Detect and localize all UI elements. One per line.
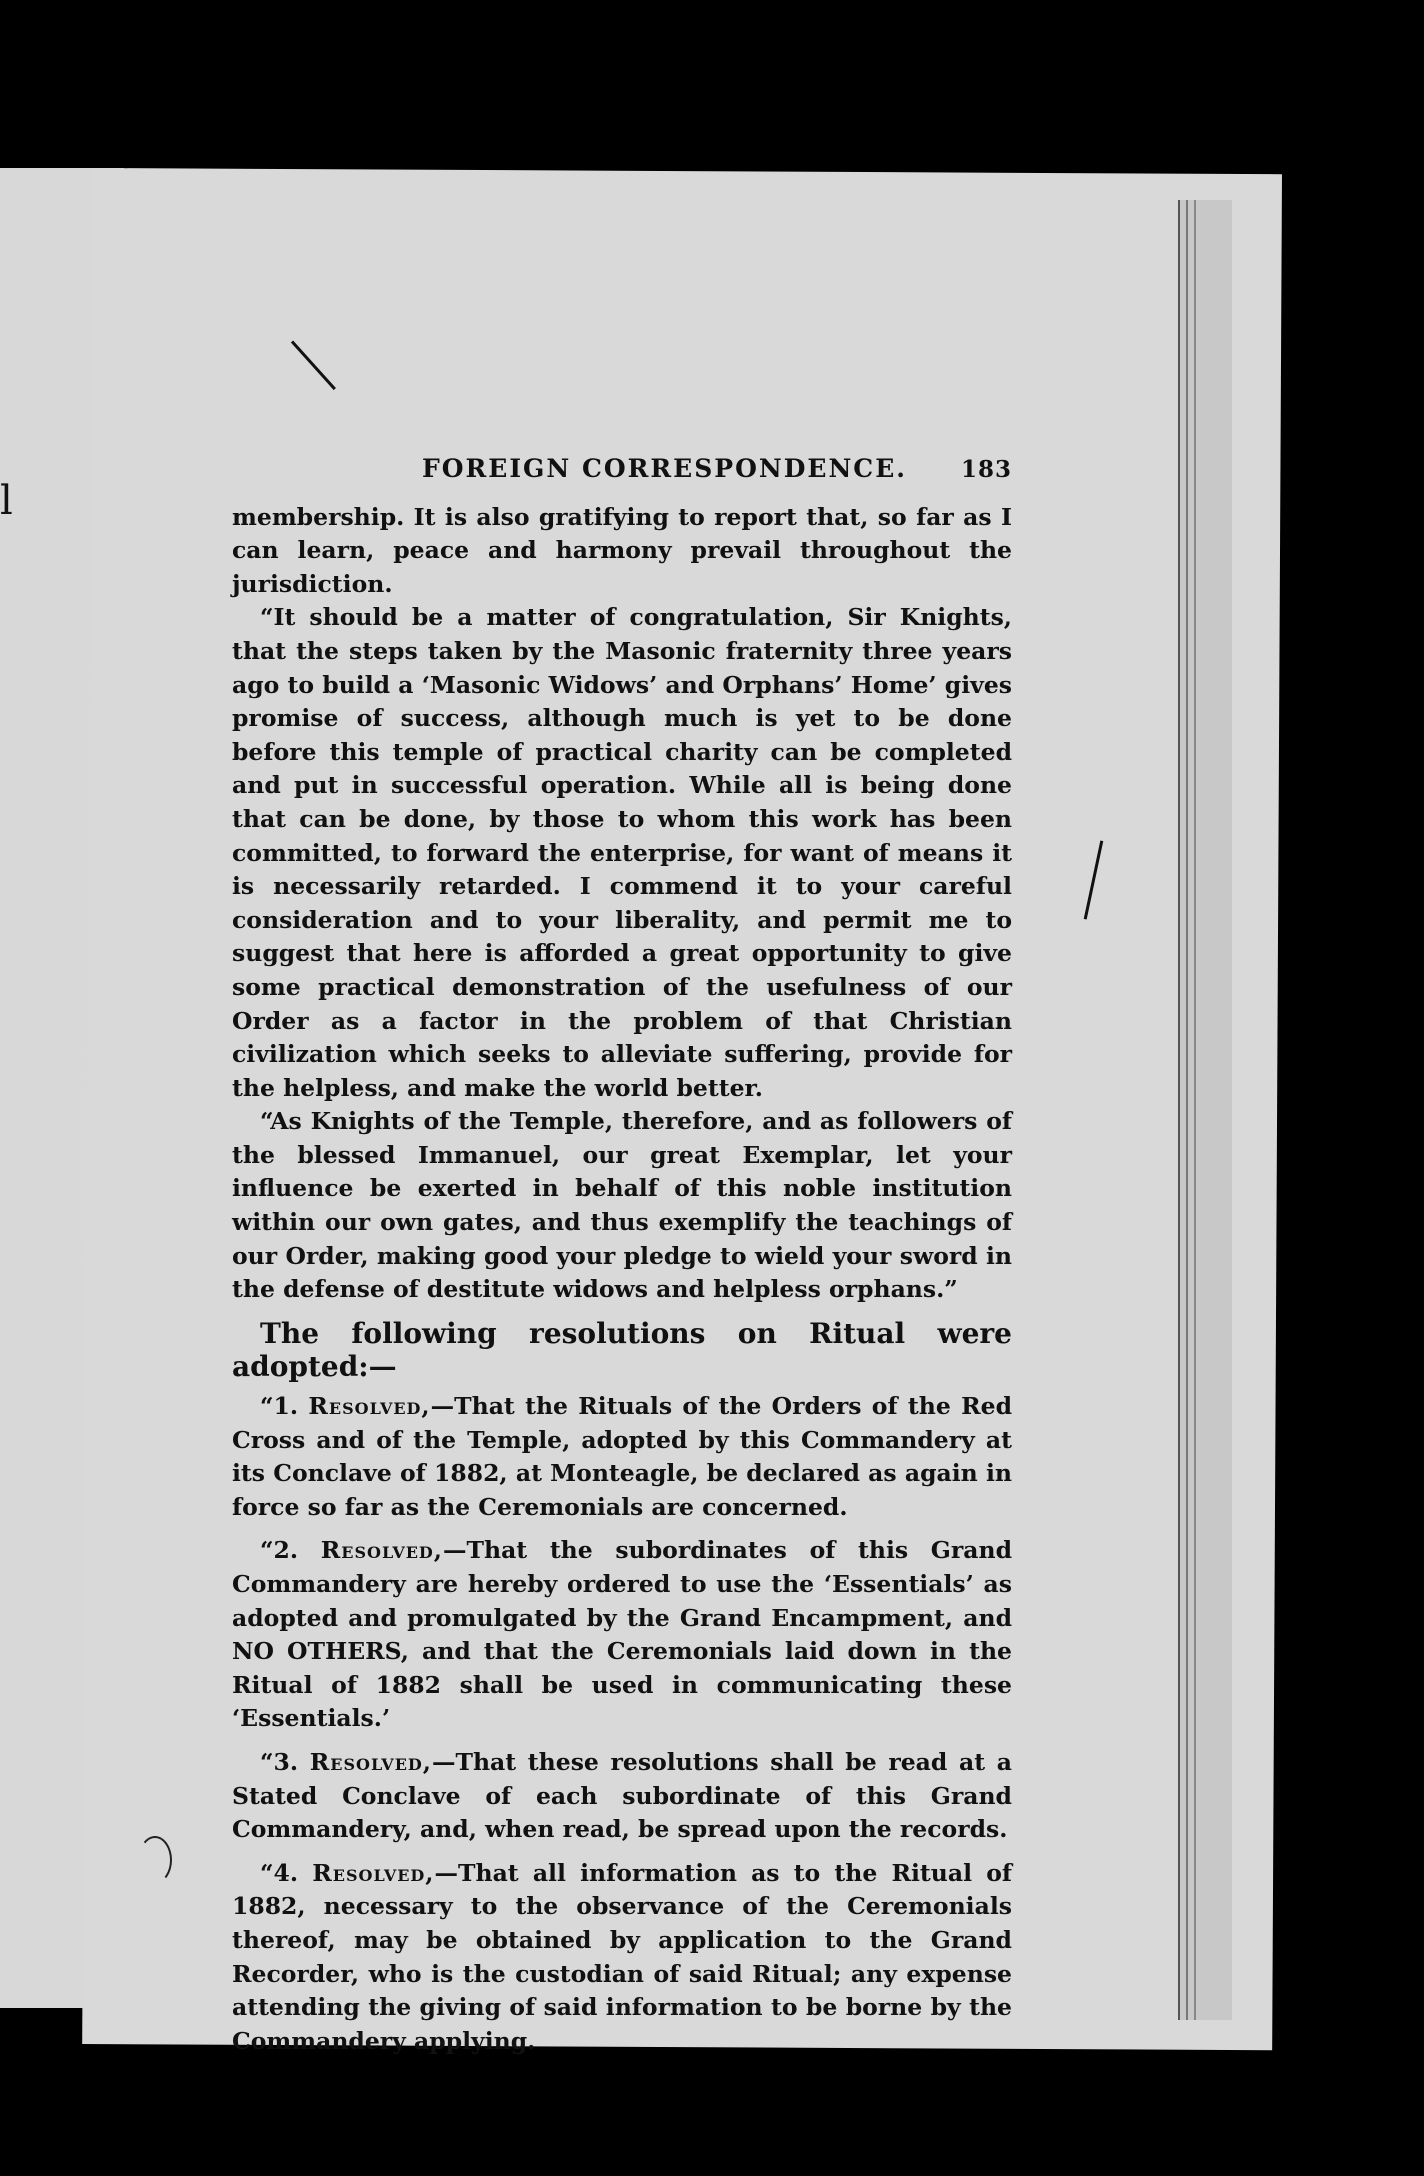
resolution-1	[232, 1390, 1012, 1524]
resolution-2	[232, 1534, 1012, 1736]
paragraph-membership: membership. It is also gratifying to report that, so far as I can learn, peace and harmony prevail throughout the jurisdiction.	[232, 502, 1012, 598]
page-number: 183	[960, 456, 1012, 483]
resolution-text: —That the subordinates of this Grand Commandery are hereby ordered to use the ‘Essentials’ as adopted and promulgated by the Grand Encampment, and NO OTHERS, and that the Ceremonials laid down in the Ritual of 1882 shall be used in communicating these ‘Essentials.’	[232, 1536, 1013, 1733]
running-head: FOREIGN CORRESPONDENCE.	[422, 454, 907, 483]
resolution-3	[232, 1746, 1012, 1847]
page-header	[232, 452, 1012, 487]
resolution-4	[232, 1857, 1012, 2059]
resolution-text: —That these resolutions shall be read at a Stated Conclave of each subordinate of this Grand Commandery, and, when read, be spread upon the records.	[232, 1747, 1012, 1844]
resolution-number: “4.	[260, 1858, 299, 1887]
page-text	[232, 452, 1012, 2058]
resolution-number: “1.	[260, 1392, 299, 1421]
left-page-fragment: l	[0, 478, 13, 524]
paragraph-congratulation: “It should be a matter of congratulation, Sir Knights, that the steps taken by the Masonic fraternity three years ago to build a ‘Masonic Widows’ and Orphans’ Home’ gives promise of success, although much is yet to be done before this temple of practical charity can be completed and put in successful operation. While all is being done that can be done, by those to whom this work has been committed, to forward the enterprise, for want of means it is necessarily retarded. I commend it to your careful consideration and to your liberality, and permit me to suggest that here is afforded a great opportunity to give some practical demonstration of the usefulness of our Order as a factor in the problem of that Christian civilization which seeks to alleviate suffering, provide for the helpless, and make the world better.	[232, 603, 1012, 1102]
page-stack-edge	[1178, 200, 1232, 2020]
resolution-number: “2.	[260, 1536, 299, 1565]
resolved-label: Resolved,	[312, 1858, 435, 1887]
resolved-label: Resolved,	[309, 1747, 432, 1776]
resolution-text: —That the Rituals of the Orders of the Red Cross and of the Temple, adopted by this Commandery at its Conclave of 1882, at Monteagle, be declared as again in force so far as the Ceremonials are concerned.	[232, 1392, 1013, 1521]
margin-scribble	[138, 1836, 172, 1884]
paragraph-knights: “As Knights of the Temple, therefore, and as followers of the blessed Immanuel, our great Exemplar, let your influence be exerted in behalf of this noble institution within our own gates, and thus exemplify the teachings of our Order, making good your pledge to wield your sword in the defense of destitute widows and helpless orphans.”	[232, 1107, 1012, 1304]
resolution-number: “3.	[260, 1747, 299, 1776]
resolution-text: —That all information as to the Ritual of 1882, necessary to the observance of the Ceremonials thereof, may be obtained by application to the Grand Recorder, who is the custodian of said Ritual; any expense attending the giving of said information to be borne by the Commandery applying.	[232, 1858, 1012, 2055]
resolved-label: Resolved,	[308, 1392, 431, 1421]
resolutions-lead-in: The following resolutions on Ritual were adopted:—	[232, 1316, 1012, 1384]
resolved-label: Resolved,	[320, 1536, 443, 1565]
